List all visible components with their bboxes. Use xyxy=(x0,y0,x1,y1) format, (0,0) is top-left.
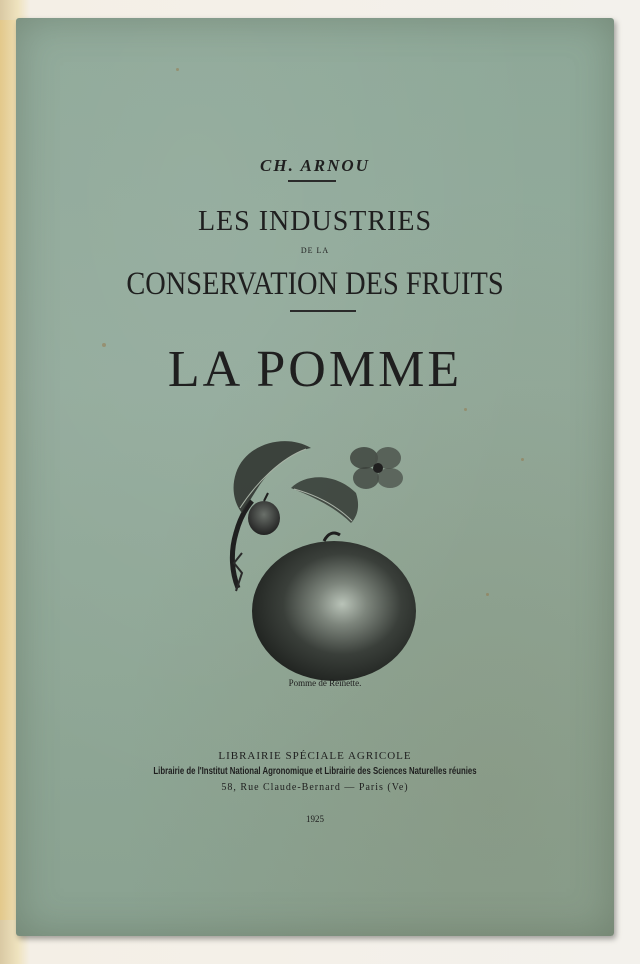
main-title: LA POMME xyxy=(167,341,463,398)
publication-year: 1925 xyxy=(306,814,324,824)
foxing-spot xyxy=(521,458,524,461)
author-name: CH. ARNOU xyxy=(260,156,370,175)
foxing-spot xyxy=(486,593,489,596)
foxing-spot xyxy=(464,408,467,411)
foxing-spot xyxy=(176,68,179,71)
illustration-caption: Pomme de Reinette. xyxy=(288,678,362,688)
title-line-1: LES INDUSTRIES xyxy=(197,206,433,237)
publisher-address: 58, Rue Claude-Bernard — Paris (Ve) xyxy=(221,782,409,793)
title-line-2: CONSERVATION DES FRUITS xyxy=(126,266,504,302)
author-rule xyxy=(288,180,336,182)
publisher-description: Librairie de l'Institut National Agronomique et Librairie des Sciences Naturelles réunies xyxy=(153,766,477,777)
book-cover xyxy=(16,18,614,936)
publisher-name: LIBRAIRIE SPÉCIALE AGRICOLE xyxy=(218,750,412,762)
title-connector: DE LA xyxy=(300,246,330,255)
title-rule xyxy=(290,310,356,312)
apple-branch-engraving-icon xyxy=(206,413,436,683)
